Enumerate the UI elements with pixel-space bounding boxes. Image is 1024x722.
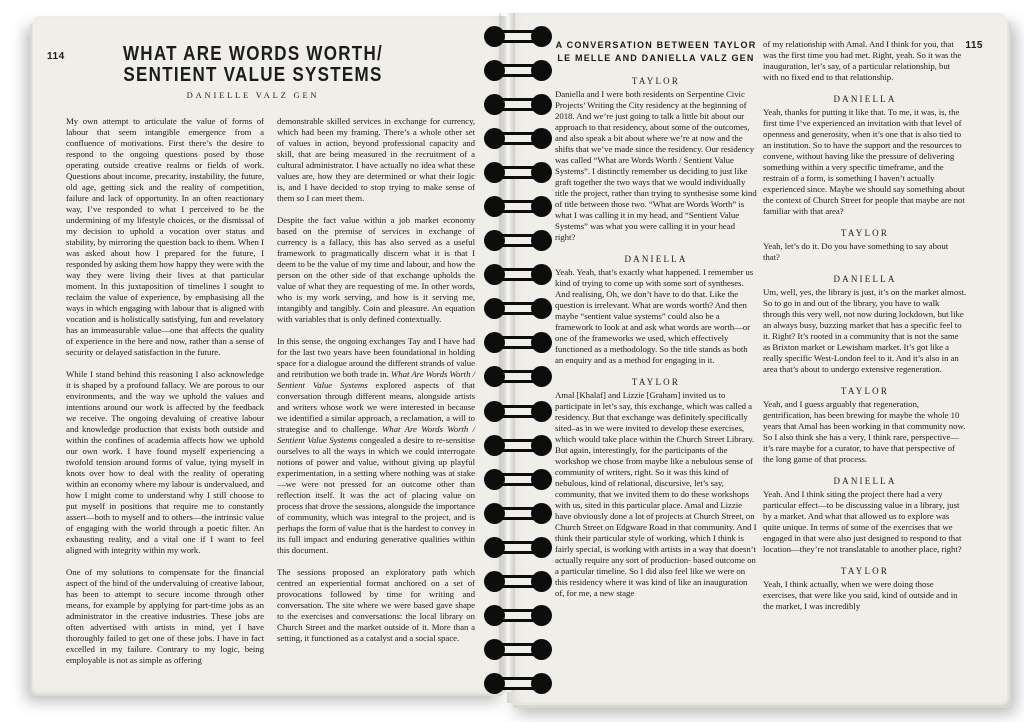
body-paragraph: In this sense, the ongoing exchanges Tay and I have had for the last two years have been foundational in holding space for a dialogue around the different strands of value and retribution we both trade in. What Are Words Worth / Sentient Value Systems explored aspects of that conversation through different means, alongside artists and writers whose work we were interested in because we identified a similar approach, a reclamation, a will to strategise and to challenge. What Are Words Worth / Sentient Value Systems congealed a desire to re-sensitise ourselves to all the ways in which we could interrogate notions of power and value, without giving up playful experimentation, in a setting where nothing was at stake—we were not pressed for an outcome other than reflection itself. It was the act of placing value on process that drove the sessions, alongside the importance of community, which was integral to the project, and is perhaps the form of value that is the hardest to convey in its full impact and enduring generative qualities within this document.: [277, 336, 476, 555]
dialogue-paragraph: Yeah, let’s do it. Do you have something to say about that?: [763, 241, 949, 262]
coil-dot-left: [484, 128, 505, 149]
binding-coil-link: [484, 605, 552, 626]
binding-coil-link: [484, 60, 552, 81]
binding-coil-link: [484, 366, 552, 387]
dialogue-paragraph: of my relationship with Amal. And I think for you, that was the first time you had met. Right, yeah. So it was the inauguration, let’s say, of a particular relationship, but with no fixed end to that relationship.: [763, 39, 962, 82]
coil-dot-left: [484, 571, 505, 592]
coil-dot-left: [484, 94, 505, 115]
coil-dot-right: [531, 673, 552, 694]
coil-dot-left: [484, 60, 505, 81]
coil-dot-right: [531, 503, 552, 524]
coil-dot-right: [531, 162, 552, 183]
coil-dot-right: [531, 401, 552, 422]
conversation-heading: [555, 39, 757, 65]
article-title-block: [33, 44, 473, 100]
coil-dot-left: [484, 26, 505, 47]
article-byline: DANIELLE VALZ GEN: [186, 90, 320, 100]
dialogue-paragraph: Yeah. Yeah, that’s exactly what happened. I remember us kind of trying to come up with some sort of syntheses. And realising, Oh, we don’t have to do that. Like the question is irrelevant. What are words worth? And then maybe “sentient value systems” could also be a framework to look at and ask what words are worth—or one of the frameworks we used, which effectively functioned as a methodology. So the title stands as both an enquiry and as a method for engaging in it.: [555, 267, 754, 365]
coil-dot-right: [531, 230, 552, 251]
binding-coil-link: [484, 196, 552, 217]
speaker-label: TAYLOR: [840, 228, 890, 238]
coil-dot-left: [484, 605, 505, 626]
binding-coil-link: [484, 298, 552, 319]
coil-dot-left: [484, 469, 505, 490]
dialogue-paragraph: Amal [Khalaf] and Lizzie [Graham] invited us to participate in let’s say, this exchange, which was called a residency. But that exchange was definitely specifically sited–as in we were invited to develop these exercises, which would take place within the Church Street Library. But again, interestingly, for the participants of the workshop we chose from maybe like a nebulous sense of community of writers, right. So it was this kind of nebulous, kind of relational, discursive, let’s say, community, that we invited them to do these workshops with us, sited in this particular place. Amal and Lizzie have obviously done a lot of projects at Church Street, on Church Street on Edgware Road in that community. And I think their particular style of working, which I think is fairly special, is working with artists in a way that doesn’t actually require any sort of production- based outcome on a particular timeline. So I did also feel like we were on this residency where it was kind of like an inauguration of, for me, a new stage: [555, 390, 757, 598]
coil-dot-right: [531, 60, 552, 81]
speaker-label: DANIELLA: [624, 254, 688, 264]
speaker-label: TAYLOR: [840, 386, 890, 396]
binding-coil-link: [484, 571, 552, 592]
coil-dot-left: [484, 639, 505, 660]
binding-coil-link: [484, 401, 552, 422]
left-page-column-2: [277, 116, 475, 655]
left-page-column-1: [66, 116, 264, 677]
coil-dot-right: [531, 605, 552, 626]
binding-coil-link: [484, 332, 552, 353]
coil-dot-left: [484, 435, 505, 456]
coil-dot-left: [484, 196, 505, 217]
left-page-number: 114: [47, 51, 65, 62]
binding-coil-link: [484, 639, 552, 660]
coil-dot-left: [484, 366, 505, 387]
body-paragraph: demonstrable skilled services in exchange for currency, which had been my framing. There’s a whole other set of values in action, beyond professional capacity and skill, that are being measured in the recruitment of a cultural administrator. I have actually no idea what these values are, how they are determined or what their logic is, and I have decided to stop trying to make sense of them so I can meet them.: [277, 116, 475, 203]
binding-coil-link: [484, 503, 552, 524]
right-page-column-2: [763, 39, 967, 612]
body-paragraph: One of my solutions to compensate for the financial aspect of the bind of the undervaluing of creative labour, has been to attempt to secure income through other means, for example by applying for part-time jobs as an administrator in the creative industries. These jobs are often advertised with artists in mind, yet I have thoroughly failed to get one of these jobs. I have in fact excelled in my failure. Contrary to my logic, being employable is not as simple as offering: [66, 567, 264, 665]
coil-dot-right: [531, 571, 552, 592]
coil-dot-left: [484, 503, 505, 524]
speaker-label: DANIELLA: [833, 476, 897, 486]
binding-coil-link: [484, 469, 552, 490]
right-page-number: 115: [965, 40, 983, 51]
speaker-label: TAYLOR: [840, 566, 890, 576]
coil-dot-right: [531, 298, 552, 319]
speaker-label: TAYLOR: [631, 377, 681, 387]
coil-dot-left: [484, 401, 505, 422]
coil-dot-left: [484, 298, 505, 319]
binding-coil-link: [484, 435, 552, 456]
coil-dot-right: [531, 332, 552, 353]
body-paragraph: The sessions proposed an exploratory path which centred an experiential format anchored on a set of provocations followed by time for writing and conversation. The site where we were based gave shape to the exercises and conversations: the local library on Church Street and the market outside of it. More than a setting, it functioned as a catalyst and a social space.: [277, 567, 475, 643]
dialogue-column-2: [763, 39, 967, 612]
binding-coil-link: [484, 94, 552, 115]
binding-coil-link: [484, 128, 552, 149]
dialogue-paragraph: Yeah, and I guess arguably that regeneration, gentrification, has been brewing for maybe the whole 10 years that Amal has been working in that community now. So I also think she has a very, I think rare, perspective—it’s rare maybe for a curator, to have that perspective of the long game of that process.: [763, 399, 966, 464]
coil-dot-right: [531, 26, 552, 47]
dialogue-paragraph: Yeah, thanks for putting it like that. To me, it was, is, the first time I’ve experienced an invitation with that level of openness and generosity, when it’s one that is also tied to an institution. So to have the support and the resources to convene, without having like the pressure of delivering something within a very specific timeframe, and the restrain of a form, is something I haven’t actually experienced since. Maybe we should say something about the context of Church Street for people that maybe are not familiar with that area?: [763, 107, 965, 216]
binding-coil-link: [484, 26, 552, 47]
article-title-line-2: SENTIENT VALUE SYSTEMS: [123, 64, 383, 86]
body-paragraph: While I stand behind this reasoning I also acknowledge it is shaped by a profound fallacy. We are porous to our environments, and the way we uphold the values and intentions around our work is affected by the feedback we receive. The ongoing devaluing of creative labour and knowledge production that exists both outside and within the confines of academia affects how we uphold our own work. I have found myself experiencing a twofold tension around forms of value, tying myself in knots over how to deal with the reality of operating within an economy where my labour is undervalued, and how I might come to understand why I still choose to put myself in positions that require me to constantly assert—both to myself and to others—the intrinsic value of engaging with the world through a poetic filter. An exhausting reality, and a vital one if I want to feel aligned with integrity within my work.: [66, 369, 264, 555]
coil-dot-left: [484, 230, 505, 251]
coil-dot-right: [531, 469, 552, 490]
coil-dot-right: [531, 94, 552, 115]
speaker-label: DANIELLA: [833, 94, 897, 104]
right-page: [507, 13, 1007, 703]
dialogue-paragraph: Yeah, I think actually, when we were doing those exercises, that were like you said, kind of outside and in the market, I was incredibly: [763, 579, 958, 611]
binding-coil-link: [484, 537, 552, 558]
coil-dot-right: [531, 435, 552, 456]
coil-dot-right: [531, 264, 552, 285]
coil-dot-right: [531, 196, 552, 217]
coil-dot-left: [484, 332, 505, 353]
conversation-heading-line-2: LE MELLE AND DANIELLA VALZ GEN: [557, 53, 755, 63]
binding-coil-link: [484, 264, 552, 285]
right-page-column-1: [555, 39, 757, 599]
coil-dot-right: [531, 128, 552, 149]
coil-dot-right: [531, 366, 552, 387]
coil-dot-left: [484, 673, 505, 694]
article-title-line-1: WHAT ARE WORDS WORTH/: [122, 43, 384, 65]
dialogue-column-1: [555, 76, 757, 599]
speaker-label: DANIELLA: [833, 274, 897, 284]
binding-coil-link: [484, 673, 552, 694]
dialogue-paragraph: Yeah. And I think siting the project there had a very particular effect—to be discussing value in a library, just by a market. And what that allowed us to explore was quite unique. In terms of some of the exercises that we engaged in that were also just designed to respond to that location—they’re not translatable to another place, right?: [763, 489, 962, 554]
conversation-heading-line-1: A CONVERSATION BETWEEN TAYLOR: [555, 40, 757, 50]
dialogue-paragraph: Um, well, yes, the library is just, it’s on the market almost. So to go in and out of the library, you have to walk through this very well, not now during lockdown, but like an always busy, buzzing market that has a specific feel to it. Right? It’s rooted in a community that is not the same as Brixton market or Lewisham market. It’s got like a really specific West-London feel to it. And it’s also in an area that’s about to undergo extensive regeneration.: [763, 287, 967, 374]
coil-dot-left: [484, 264, 505, 285]
binding-coil-link: [484, 162, 552, 183]
coil-dot-right: [531, 537, 552, 558]
body-paragraph: Despite the fact value within a job market economy based on the premise of services in exchange of currency is a fallacy, this has also served as a useful framework to pragmatically discern what it is that I deem to be the value of my time and labour, and how the person on the other side of that exchange upholds the value of what they are requesting of me. In other words, who is my work serving, and how is it serving me, intangibly and tangibly. Coin and pleasure. An equation with variables that is only defined contextually.: [277, 215, 475, 324]
spiral-binding: [484, 26, 552, 694]
coil-dot-left: [484, 162, 505, 183]
coil-dot-left: [484, 537, 505, 558]
left-page: [33, 16, 507, 692]
dialogue-paragraph: Daniella and I were both residents on Serpentine Civic Projects’ Writing the City residency at the beginning of 2018. And we’re just going to talk a little bit about our approach to that residency, about some of the outcomes, and also speak a bit about where we’re at now and the shifts that we’ve made since the residency. Our residency was called “What are Words Worth / Sentient Value Systems”. I distinctly remember us deciding to just like graft together the two ways that we would individually title the project, rather than trying to synthesise some kind of title between those two. “What are Words Worth” is what I was calling it in my head, and “Sentient Value Systems” was what you were calling it in your head right?: [555, 89, 757, 242]
speaker-label: TAYLOR: [631, 76, 681, 86]
body-paragraph: My own attempt to articulate the value of forms of labour that seem intangible emergence from a confluence of motivations. First there’s the desire to respond to the ongoing questions posed by those operating outside creative realms or fields of work. Questions about income, precarity, instability, the future, old age, getting sick and the reality of competition, failure and lack of opportunity. In an often reactionary way, I’ve responded to what I perceived to be the undermining of my lifestyle choices, or the dismissal of my decision to uphold a vocation over status and stability, by mirroring the question back to them. When I was asked about how I prepared for the future, I responded by asking them how happy they were with the way they were living their lives at that particular moment. In this juxtaposition of timelines I sought to reclaim the value of experience, by emphasising all the ways in which engaging with labour that is aligned with vocation and is holistically satisfying, fun and revelatory has an immeasurable value—one that affects the quality of experience in the here and now, rather than a sense of security or delayed satisfaction in the future.: [66, 116, 264, 357]
binding-coil-link: [484, 230, 552, 251]
coil-dot-right: [531, 639, 552, 660]
